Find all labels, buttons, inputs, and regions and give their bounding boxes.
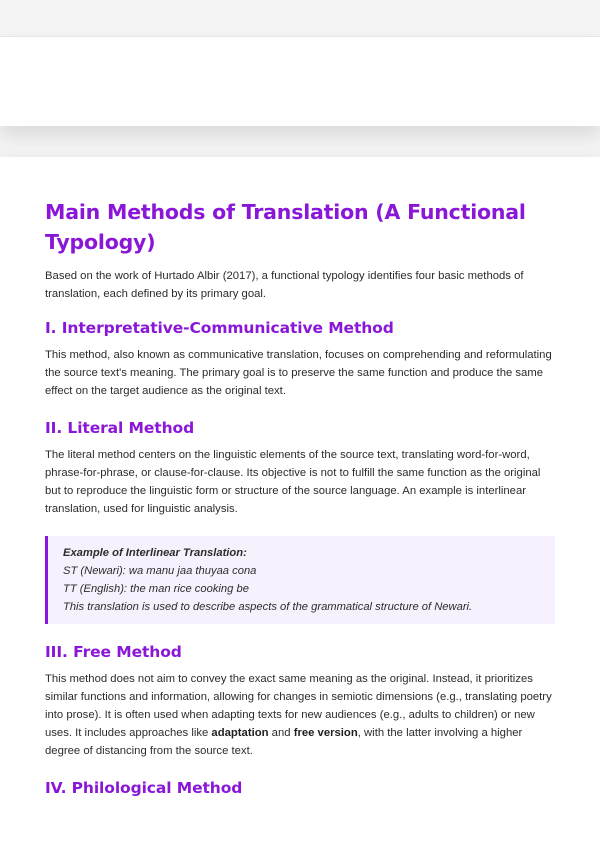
example-callout [45,536,555,624]
example-title: Example of Interlinear Translation: [63,547,247,559]
page-title: Main Methods of Translation (A Functional Typology) [45,200,526,254]
section-heading-philological: IV. Philological Method [45,779,243,797]
section-text-literal: The literal method centers on the linguistic elements of the source text, translating word-for-word, phrase-for-phrase, or clause-for-clause. Its objective is not to fulfill the same function as the original but to reproduce the linguistic form or structure of the source language. An example is interlinear translation, used for linguistic analysis. [45,449,541,515]
free-text-part1: This method does not aim to convey the exact same meaning as the original. Instead, it prioritizes similar functions and information, allowing for changes in semiotic dimensions (e.g., translating poetry into prose). It is often used when adapting texts for new audiences (e.g., adults to children) or new uses. It includes approaches like [45,673,552,739]
section-heading-interpretative: I. Interpretative-Communicative Method [45,319,394,337]
document-content [45,197,555,806]
section-heading-free: III. Free Method [45,643,182,661]
section-text-interpretative: This method, also known as communicative translation, focuses on comprehending and reformulating the source text's meaning. The primary goal is to preserve the same function and produce the same effect on the target audience as the original text. [45,349,552,397]
section-heading-literal: II. Literal Method [45,419,195,437]
example-note: This translation is used to describe aspects of the grammatical structure of Newari. [63,601,473,613]
example-target-line: TT (English): the man rice cooking be [63,583,249,595]
free-text-part3: , with the latter involving a higher degree of distancing from the source text. [45,727,523,757]
section-text-free [45,670,555,760]
header-card [0,36,600,126]
intro-paragraph: Based on the work of Hurtado Albir (2017), a functional typology identifies four basic methods of translation, each defined by its primary goal. [45,270,524,300]
term-adaptation: adaptation [211,727,269,739]
free-text-part2: and [268,727,294,739]
example-source-line: ST (Newari): wa manu jaa thuyaa cona [63,565,257,577]
document-card [0,157,600,848]
term-free-version: free version [293,727,358,739]
